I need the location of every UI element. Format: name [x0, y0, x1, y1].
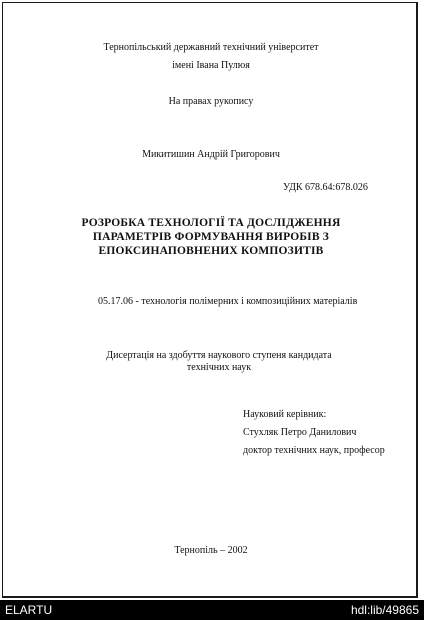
- dissertation-title: [63, 216, 359, 258]
- manuscript-rights-note: На правах рукопису: [168, 96, 254, 107]
- supervisor-name: Стухляк Петро Данилович: [243, 427, 357, 438]
- author-name: Микитишин Андрій Григорович: [142, 149, 280, 160]
- supervisor-label: Науковий керівник:: [243, 409, 327, 420]
- specialty-code: 05.17.06 - технологія полімерних і композиційних матеріалів: [98, 296, 358, 307]
- handle-link[interactable]: hdl:lib/49865: [350, 603, 419, 617]
- dissertation-degree: [63, 350, 375, 374]
- title-line: РОЗРОБКА ТЕХНОЛОГІЇ ТА ДОСЛІДЖЕННЯ: [81, 217, 341, 229]
- title-line: ПАРАМЕТРІВ ФОРМУВАННЯ ВИРОБІВ З: [92, 231, 330, 243]
- university-name: Тернопільський державний технічний університет: [103, 42, 319, 53]
- degree-line: технічних наук: [186, 362, 252, 373]
- degree-line: Дисертація на здобуття наукового ступеня кандидата: [106, 350, 332, 361]
- title-line: ЕПОКСИНАПОВНЕНИХ КОМПОЗИТІВ: [98, 245, 324, 257]
- university-name-honorific: імені Івана Пулюя: [172, 60, 250, 71]
- supervisor-title: доктор технічних наук, професор: [243, 445, 385, 456]
- repository-label: ELARTU: [5, 603, 53, 617]
- footer-bar: [0, 600, 424, 620]
- place-and-year: Тернопіль – 2002: [174, 545, 248, 556]
- document-page: [2, 2, 418, 598]
- udc-code: УДК 678.64:678.026: [283, 182, 368, 193]
